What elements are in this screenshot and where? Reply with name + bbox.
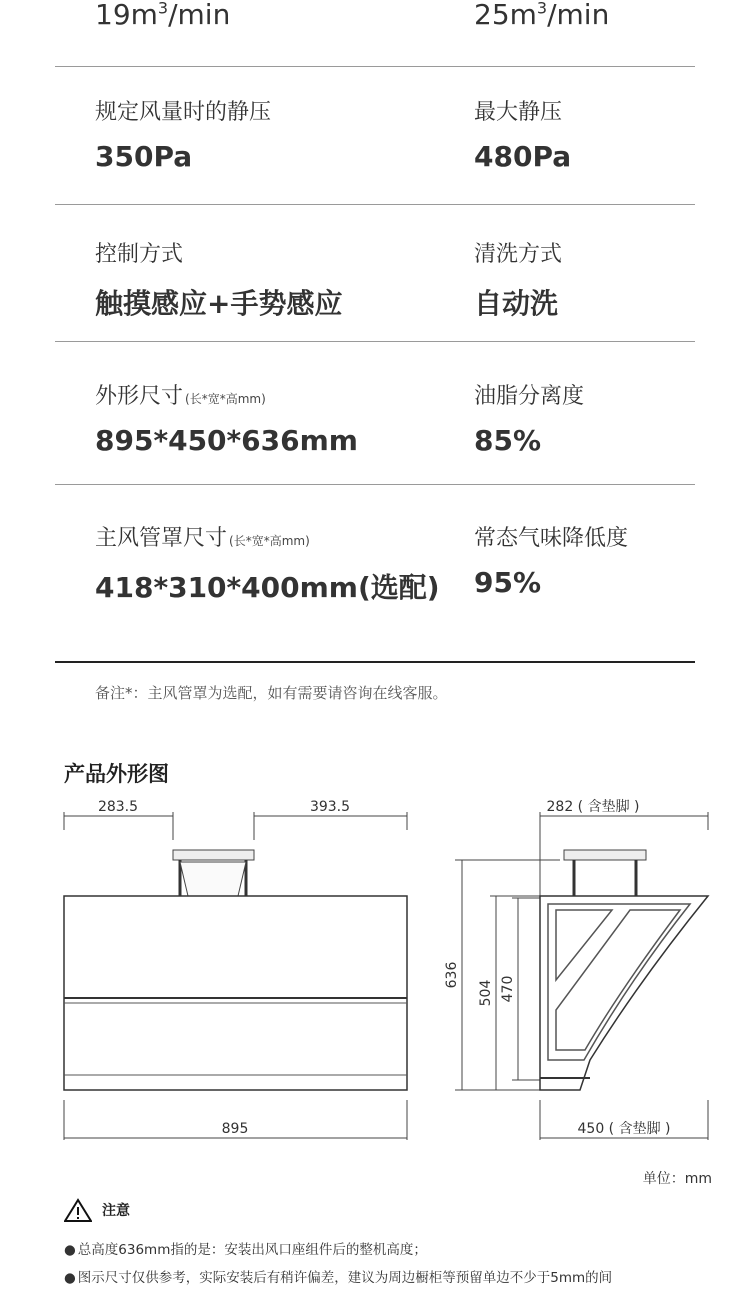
side-dim-636: 636 — [444, 961, 460, 989]
max-static-pressure-label: 最大静压 — [474, 100, 563, 125]
control-mode-label: 控制方式 — [95, 242, 184, 267]
dimensions-label: 外形尺寸 (长*宽*高mm) — [95, 384, 266, 409]
cleaning-mode-value: 自动洗 — [474, 287, 559, 320]
warning-heading: 注意 — [64, 1198, 130, 1222]
warning-item: ● 图示尺寸仅供参考，实际安装后有稍许偏差，建议为周边橱柜等预留单边不少于5mm的间 — [64, 1266, 612, 1286]
grease-separation-value: 85% — [474, 424, 542, 457]
warning-icon — [64, 1198, 92, 1222]
control-mode-value: 触摸感应+手势感应 — [95, 287, 343, 320]
front-dim-left: 283.5 — [97, 799, 139, 815]
airflow-value-right: $25m^3/\min$ — [474, 0, 610, 31]
front-dim-right: 393.5 — [309, 799, 351, 815]
side-dim-470: 470 — [500, 975, 516, 1003]
static-pressure-label: 规定风量时的静压 — [95, 100, 272, 125]
warning-item: ● 总高度636mm指的是：安装出风口座组件后的整机高度； — [64, 1238, 427, 1258]
duct-cover-size-value: 418*310*400mm(选配) — [95, 571, 440, 604]
side-dim-depth: 450 ( 含垫脚 ) — [577, 1121, 671, 1137]
side-dim-top: 282 ( 含垫脚 ) — [546, 799, 640, 815]
remark-note: 备注*：主风管罩为选配，如有需要请咨询在线客服。 — [95, 684, 448, 702]
max-static-pressure-value: 480Pa — [474, 140, 572, 173]
front-dim-width: 895 — [221, 1121, 249, 1137]
odor-reduction-label: 常态气味降低度 — [474, 526, 629, 551]
static-pressure-value: 350Pa — [95, 140, 193, 173]
side-dim-504: 504 — [478, 979, 494, 1007]
cleaning-mode-label: 清洗方式 — [474, 242, 563, 267]
unit-label: 单位：mm — [642, 1171, 712, 1187]
airflow-value-left: $19m^3/\min$ — [95, 0, 231, 31]
dimensions-value: 895*450*636mm — [95, 424, 358, 457]
duct-cover-size-label: 主风管罩尺寸 (长*宽*高mm) — [95, 526, 310, 551]
grease-separation-label: 油脂分离度 — [474, 384, 585, 409]
diagram-title: 产品外形图 — [64, 762, 169, 786]
odor-reduction-value: 95% — [474, 566, 542, 599]
